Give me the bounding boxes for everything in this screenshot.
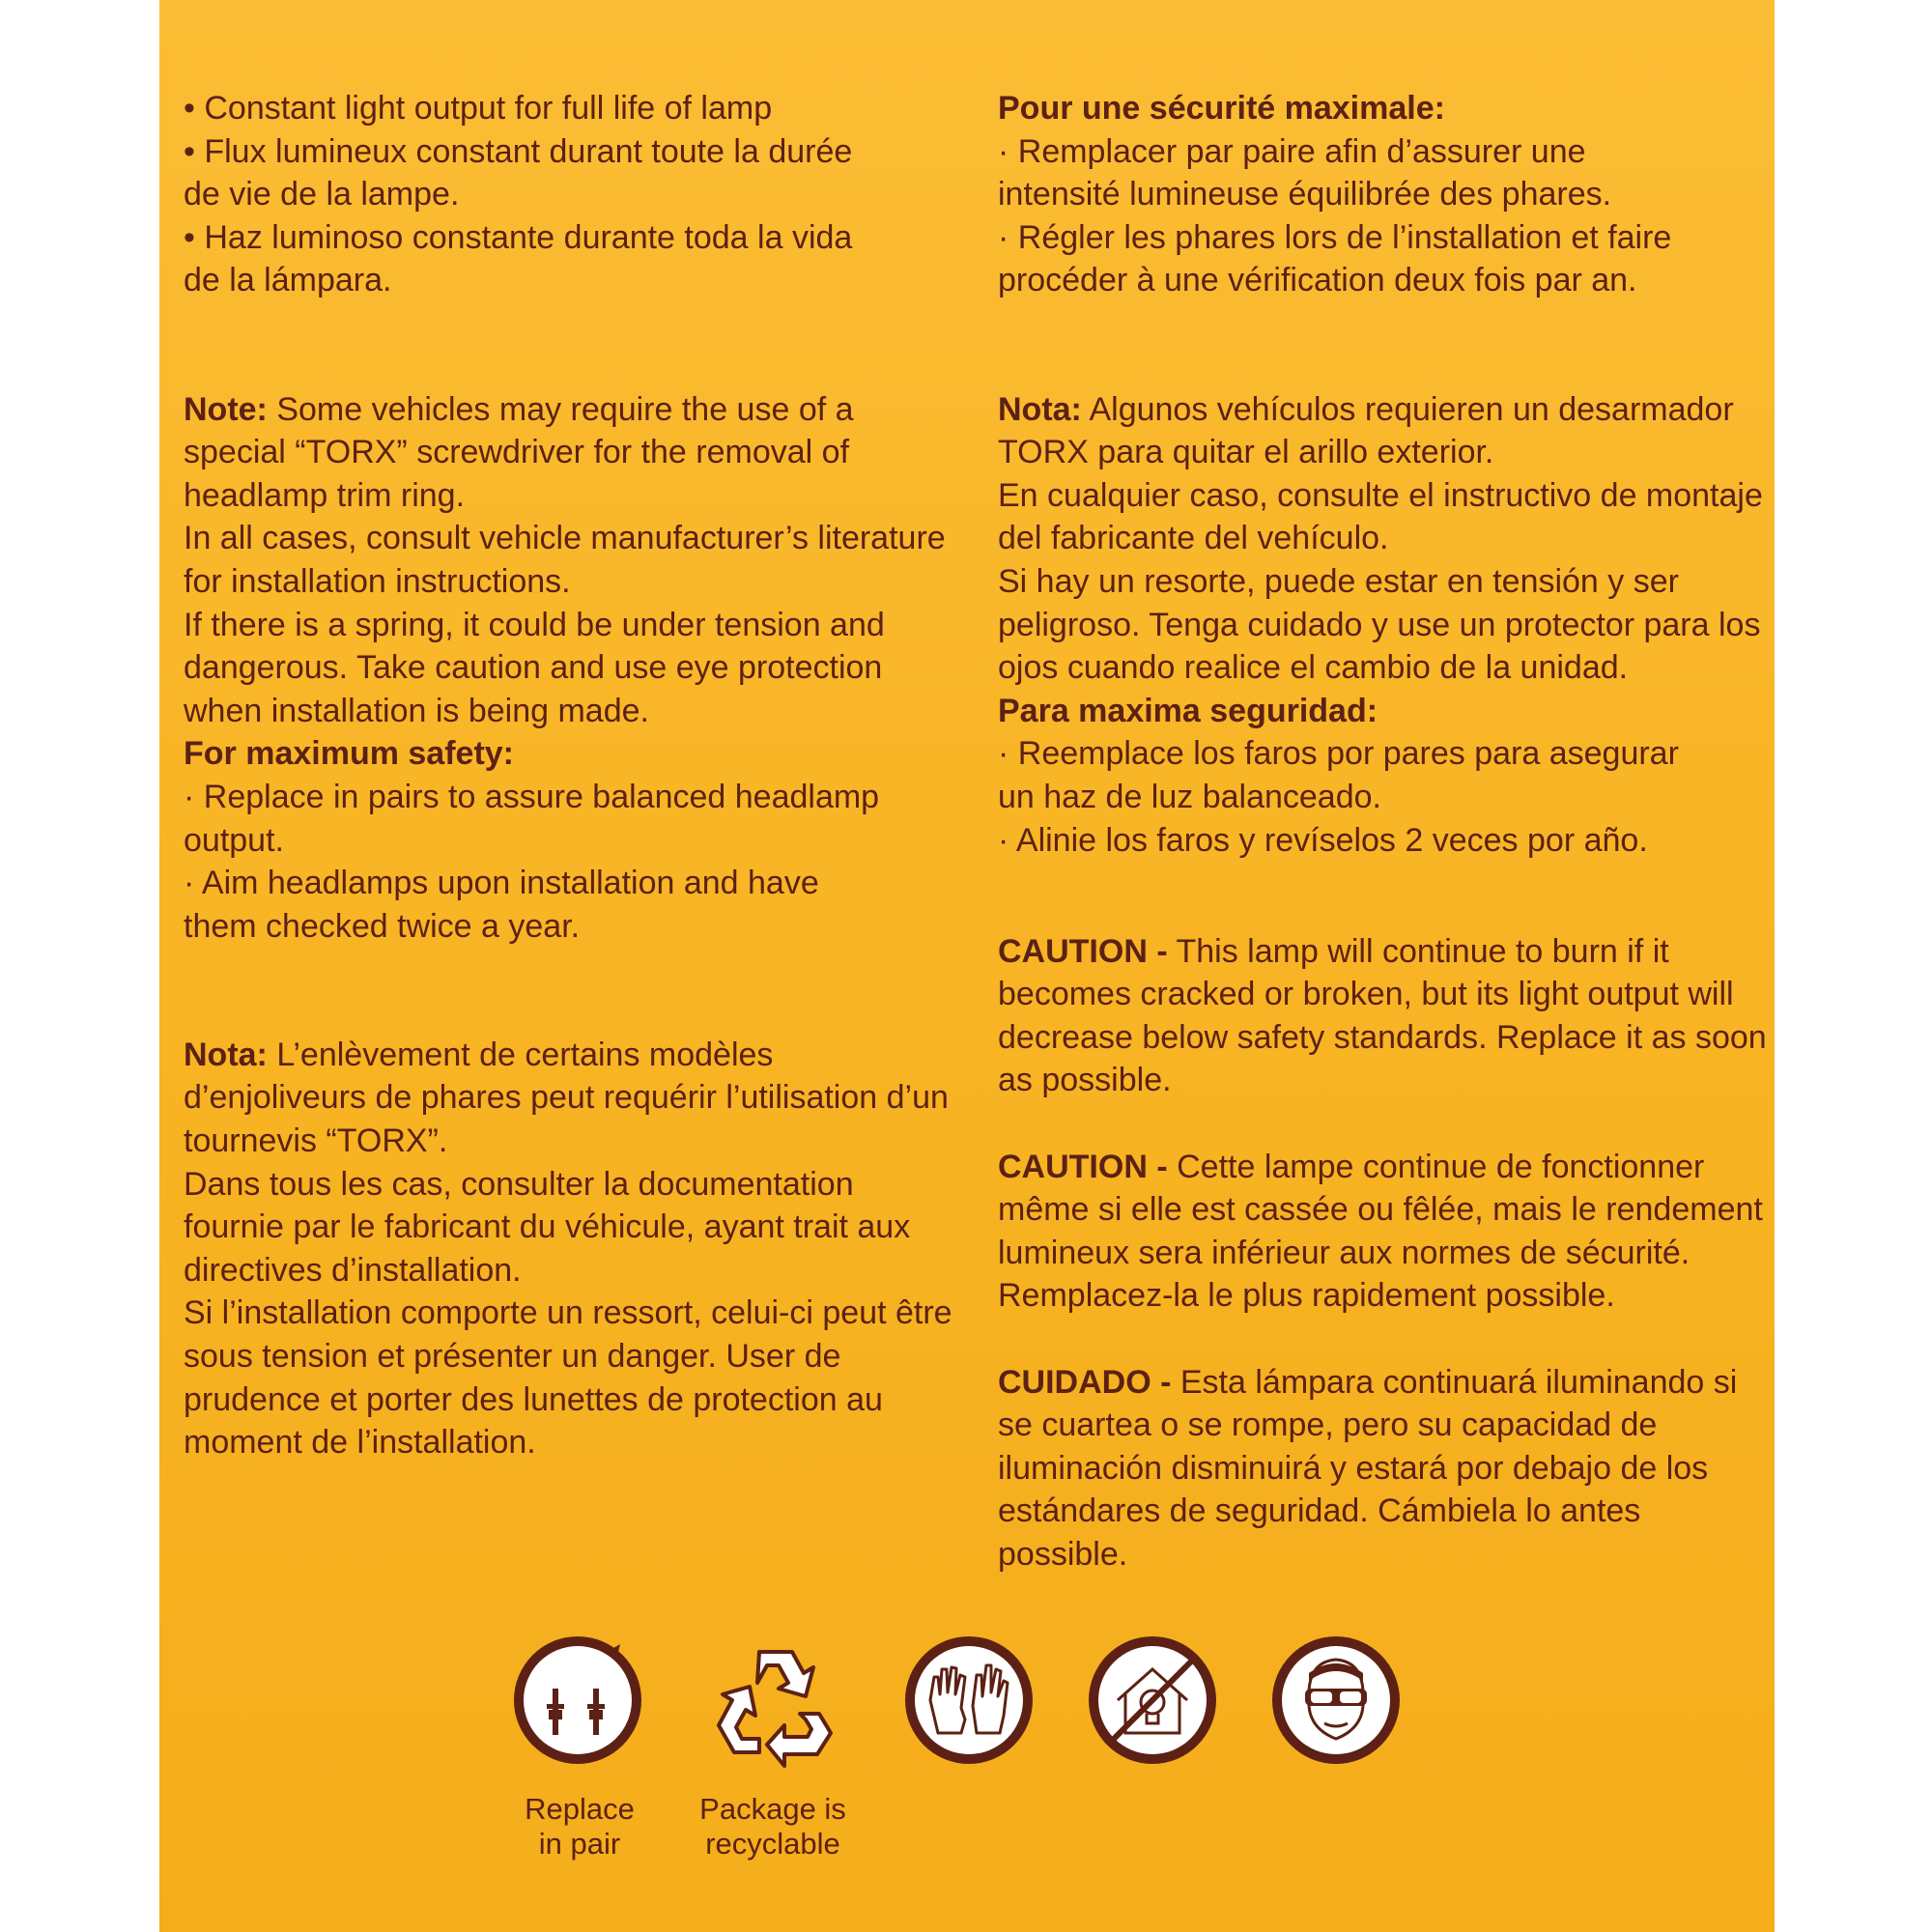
caution-en-text: This lamp will continue to burn if it becomes cracked or broken, but its light output will decrease below safety standards. Replace it as soon as possible.	[998, 932, 1767, 1099]
caution-es-label: CUIDADO -	[998, 1363, 1172, 1401]
feature-bullet: • Constant light output for full life of lamp	[184, 90, 773, 127]
safety-es-item: · Alinie los faros y revíselos 2 veces por año.	[998, 821, 1648, 859]
note-es-text: Algunos vehículos requieren un desarmador TORX para quitar el arillo exterior.	[998, 390, 1734, 471]
eye-protection-icon	[1268, 1633, 1404, 1768]
safety-en-item: · Replace in pairs to assure balanced headlamp output.	[184, 778, 880, 859]
feature-bullet: • Haz luminoso constante durante toda la vida de la lámpara.	[184, 218, 853, 299]
replace-in-pair-label: Replace in pair	[525, 1792, 635, 1861]
pictogram-row	[0, 1633, 1932, 1884]
safety-fr-item: · Régler les phares lors de l’installation et faire procéder à une vérification deux fois par an.	[998, 218, 1672, 299]
note-fr-spring: Si l’installation comporte un ressort, celui-ci peut être sous tension et présenter un danger. User de prudence et porter des lunettes de protection au moment de l’installation.	[184, 1294, 952, 1462]
note-es-consult: En cualquier caso, consulte el instructivo de montaje del fabricante del vehículo.	[998, 476, 1763, 557]
caution-fr-label: CAUTION -	[998, 1148, 1168, 1185]
replace-in-pair-icon	[510, 1633, 645, 1768]
caution-en-label: CAUTION -	[998, 932, 1168, 970]
recycle-icon	[703, 1633, 848, 1768]
note-en-consult: In all cases, consult vehicle manufacturer’s literature for installation instructions.	[184, 520, 946, 600]
safety-en-item: · Aim headlamps upon installation and have them checked twice a year.	[184, 865, 819, 945]
safety-en-title: For maximum safety:	[184, 735, 514, 773]
caution-es-text: Esta lámpara continuará iluminando si se cuartea o se rompe, pero su capacidad de iluminación disminuirá y estará por debajo de los estándares de seguridad. Cámbiela lo antes possible.	[998, 1363, 1738, 1573]
safety-es-title: Para maxima seguridad:	[998, 692, 1378, 729]
note-en-label: Note:	[184, 390, 268, 428]
gloves-icon	[901, 1633, 1037, 1768]
recycle-label: Package is recyclable	[699, 1792, 846, 1861]
note-es	[998, 345, 1771, 474]
no-household-use-icon	[1085, 1633, 1220, 1768]
note-es-label: Nota:	[998, 390, 1082, 428]
caution-fr-text: Cette lampe continue de fonctionner même si elle est cassée ou fêlée, mais le rendement lumineux sera inférieur aux normes de sécurité. Remplacez-la le plus rapidement possible.	[998, 1148, 1763, 1315]
left-column	[184, 87, 956, 1464]
note-fr-label: Nota:	[184, 1036, 268, 1073]
note-en-spring: If there is a spring, it could be under tension and dangerous. Take caution and use eye protection when installation is being made.	[184, 606, 885, 729]
safety-es-item: · Reemplace los faros por pares para asegurar un haz de luz balanceado.	[998, 735, 1679, 815]
caution-es	[998, 1318, 1771, 1577]
caution-fr	[998, 1102, 1771, 1318]
safety-fr-item: · Remplacer par paire afin d’assurer une intensité lumineuse équilibrée des phares.	[998, 132, 1612, 213]
feature-bullet: • Flux lumineux constant durant toute la durée de vie de la lampe.	[184, 132, 853, 213]
caution-en	[998, 887, 1771, 1102]
note-fr	[184, 990, 956, 1162]
note-fr-text: L’enlèvement de certains modèles d’enjoliveurs de phares peut requérir l’utilisation d’un tournevis “TORX”.	[184, 1036, 949, 1160]
note-fr-consult: Dans tous les cas, consulter la documentation fournie par le fabricant du véhicule, ayant trait aux directives d’installation.	[184, 1165, 911, 1289]
right-column	[998, 87, 1771, 1577]
note-en-text: Some vehicles may require the use of a special “TORX” screwdriver for the removal of headlamp trim ring.	[184, 390, 854, 514]
safety-fr-title: Pour une sécurité maximale:	[998, 90, 1445, 127]
note-es-spring: Si hay un resorte, puede estar en tensión y ser peligroso. Tenga cuidado y use un protector para los ojos cuando realice el cambio de la unidad.	[998, 562, 1761, 687]
note-en	[184, 345, 956, 517]
